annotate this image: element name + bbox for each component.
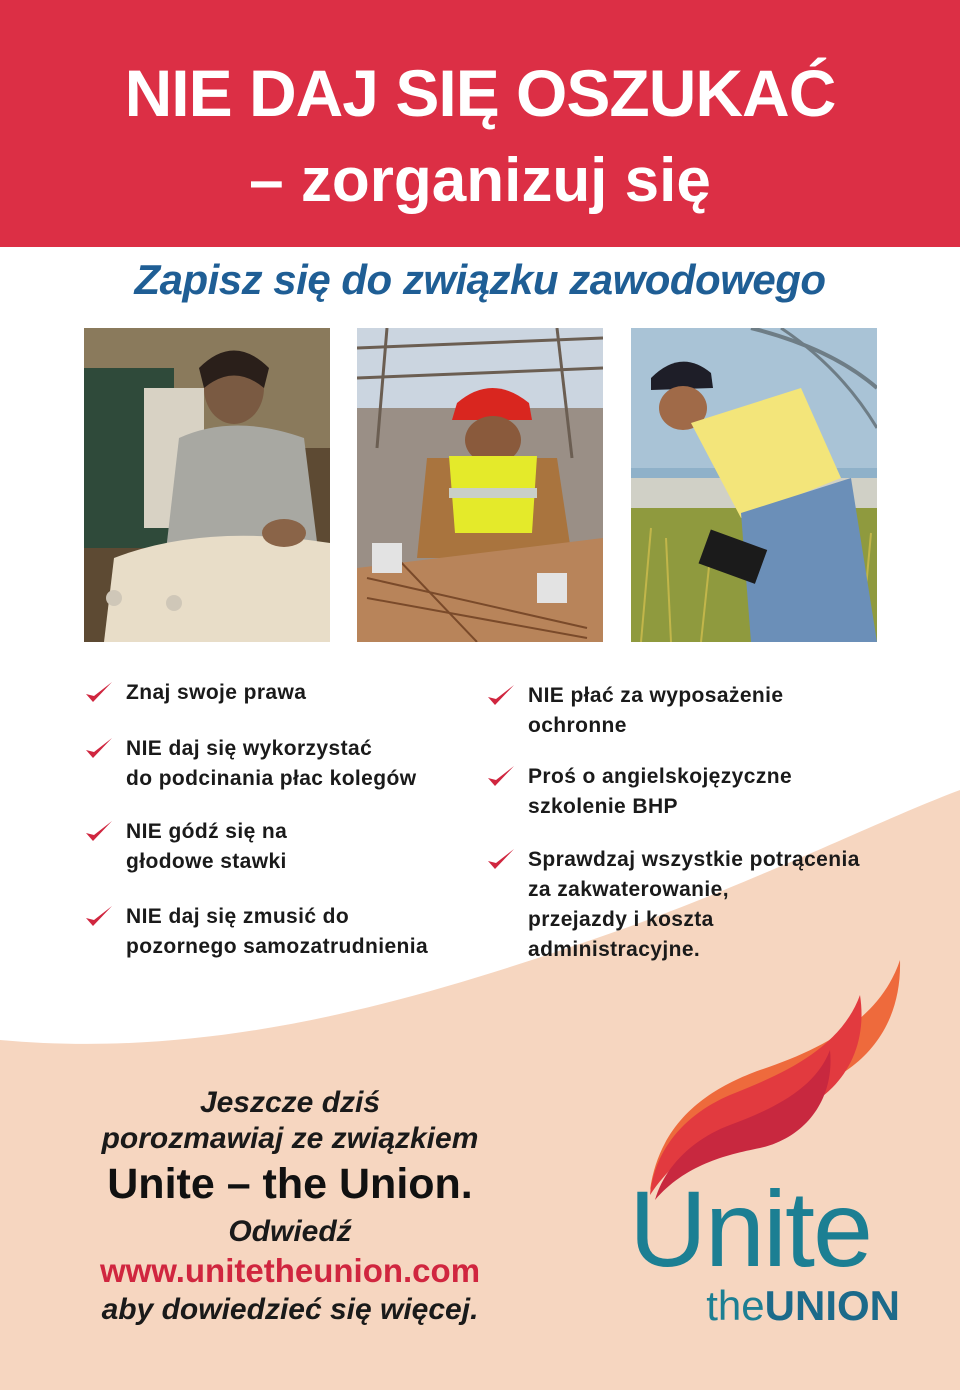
header-banner: [0, 0, 960, 247]
cleaning-worker-photo: [84, 328, 330, 642]
unite-flame-icon: [640, 960, 920, 1200]
checklist-line: NIE daj się wykorzystać: [126, 737, 373, 760]
check-icon: [84, 680, 114, 706]
checklist-line: przejazdy i koszta: [528, 908, 714, 931]
checklist-line: za zakwaterowanie,: [528, 878, 729, 901]
checklist-line: ochronne: [528, 714, 627, 737]
checklist-line: pozornego samozatrudnienia: [126, 935, 429, 958]
checklist-line: NIE gódź się na: [126, 820, 288, 843]
logo-the: the: [706, 1282, 765, 1329]
checklist-item: [486, 762, 792, 822]
checklist-line: Proś o angielskojęzyczne: [528, 765, 793, 788]
check-icon: [486, 683, 516, 709]
check-icon: [486, 764, 516, 790]
cta-line-6: aby dowiedzieć się więcej.: [101, 1293, 479, 1326]
cta-line-2: porozmawiaj ze związkiem: [101, 1122, 479, 1155]
checklist-item: [84, 678, 306, 708]
website-link[interactable]: www.unitetheunion.com: [99, 1252, 481, 1289]
checklist-line: NIE płać za wyposażenie: [528, 684, 784, 707]
checklist-item: [486, 681, 783, 741]
checklist-item: [84, 734, 416, 794]
checklist-item: [84, 902, 428, 962]
cta-line-1: Jeszcze dziś: [199, 1086, 381, 1119]
construction-worker-photo: [357, 328, 603, 642]
unite-logo-text: Unite: [628, 1168, 872, 1289]
logo-union: UNION: [764, 1282, 900, 1329]
checklist-line: Sprawdzaj wszystkie potrącenia: [528, 848, 860, 871]
the-union-logo-text: [680, 1282, 900, 1329]
checklist-line: do podcinania płac kolegów: [126, 767, 417, 790]
checklist-line: NIE daj się zmusić do: [126, 905, 350, 928]
check-icon: [84, 819, 114, 845]
checklist-line: szkolenie BHP: [528, 795, 678, 818]
cta-line-4: Odwiedź: [228, 1215, 352, 1248]
checklist-line: głodowe stawki: [126, 850, 287, 873]
agricultural-worker-photo: [631, 328, 877, 642]
headline-line-1: NIE DAJ SIĘ OSZUKAĆ: [124, 56, 836, 130]
checklist-line: Znaj swoje prawa: [126, 681, 307, 704]
check-icon: [486, 847, 516, 873]
check-icon: [84, 904, 114, 930]
checklist-item: [84, 817, 287, 877]
subtitle: Zapisz się do związku zawodowego: [134, 256, 826, 303]
headline-line-2: – zorganizuj się: [249, 146, 711, 215]
check-icon: [84, 736, 114, 762]
cta-union-name: Unite – the Union.: [107, 1160, 473, 1208]
checklist-item: [486, 845, 860, 965]
checklist-line: administracyjne.: [528, 938, 701, 961]
